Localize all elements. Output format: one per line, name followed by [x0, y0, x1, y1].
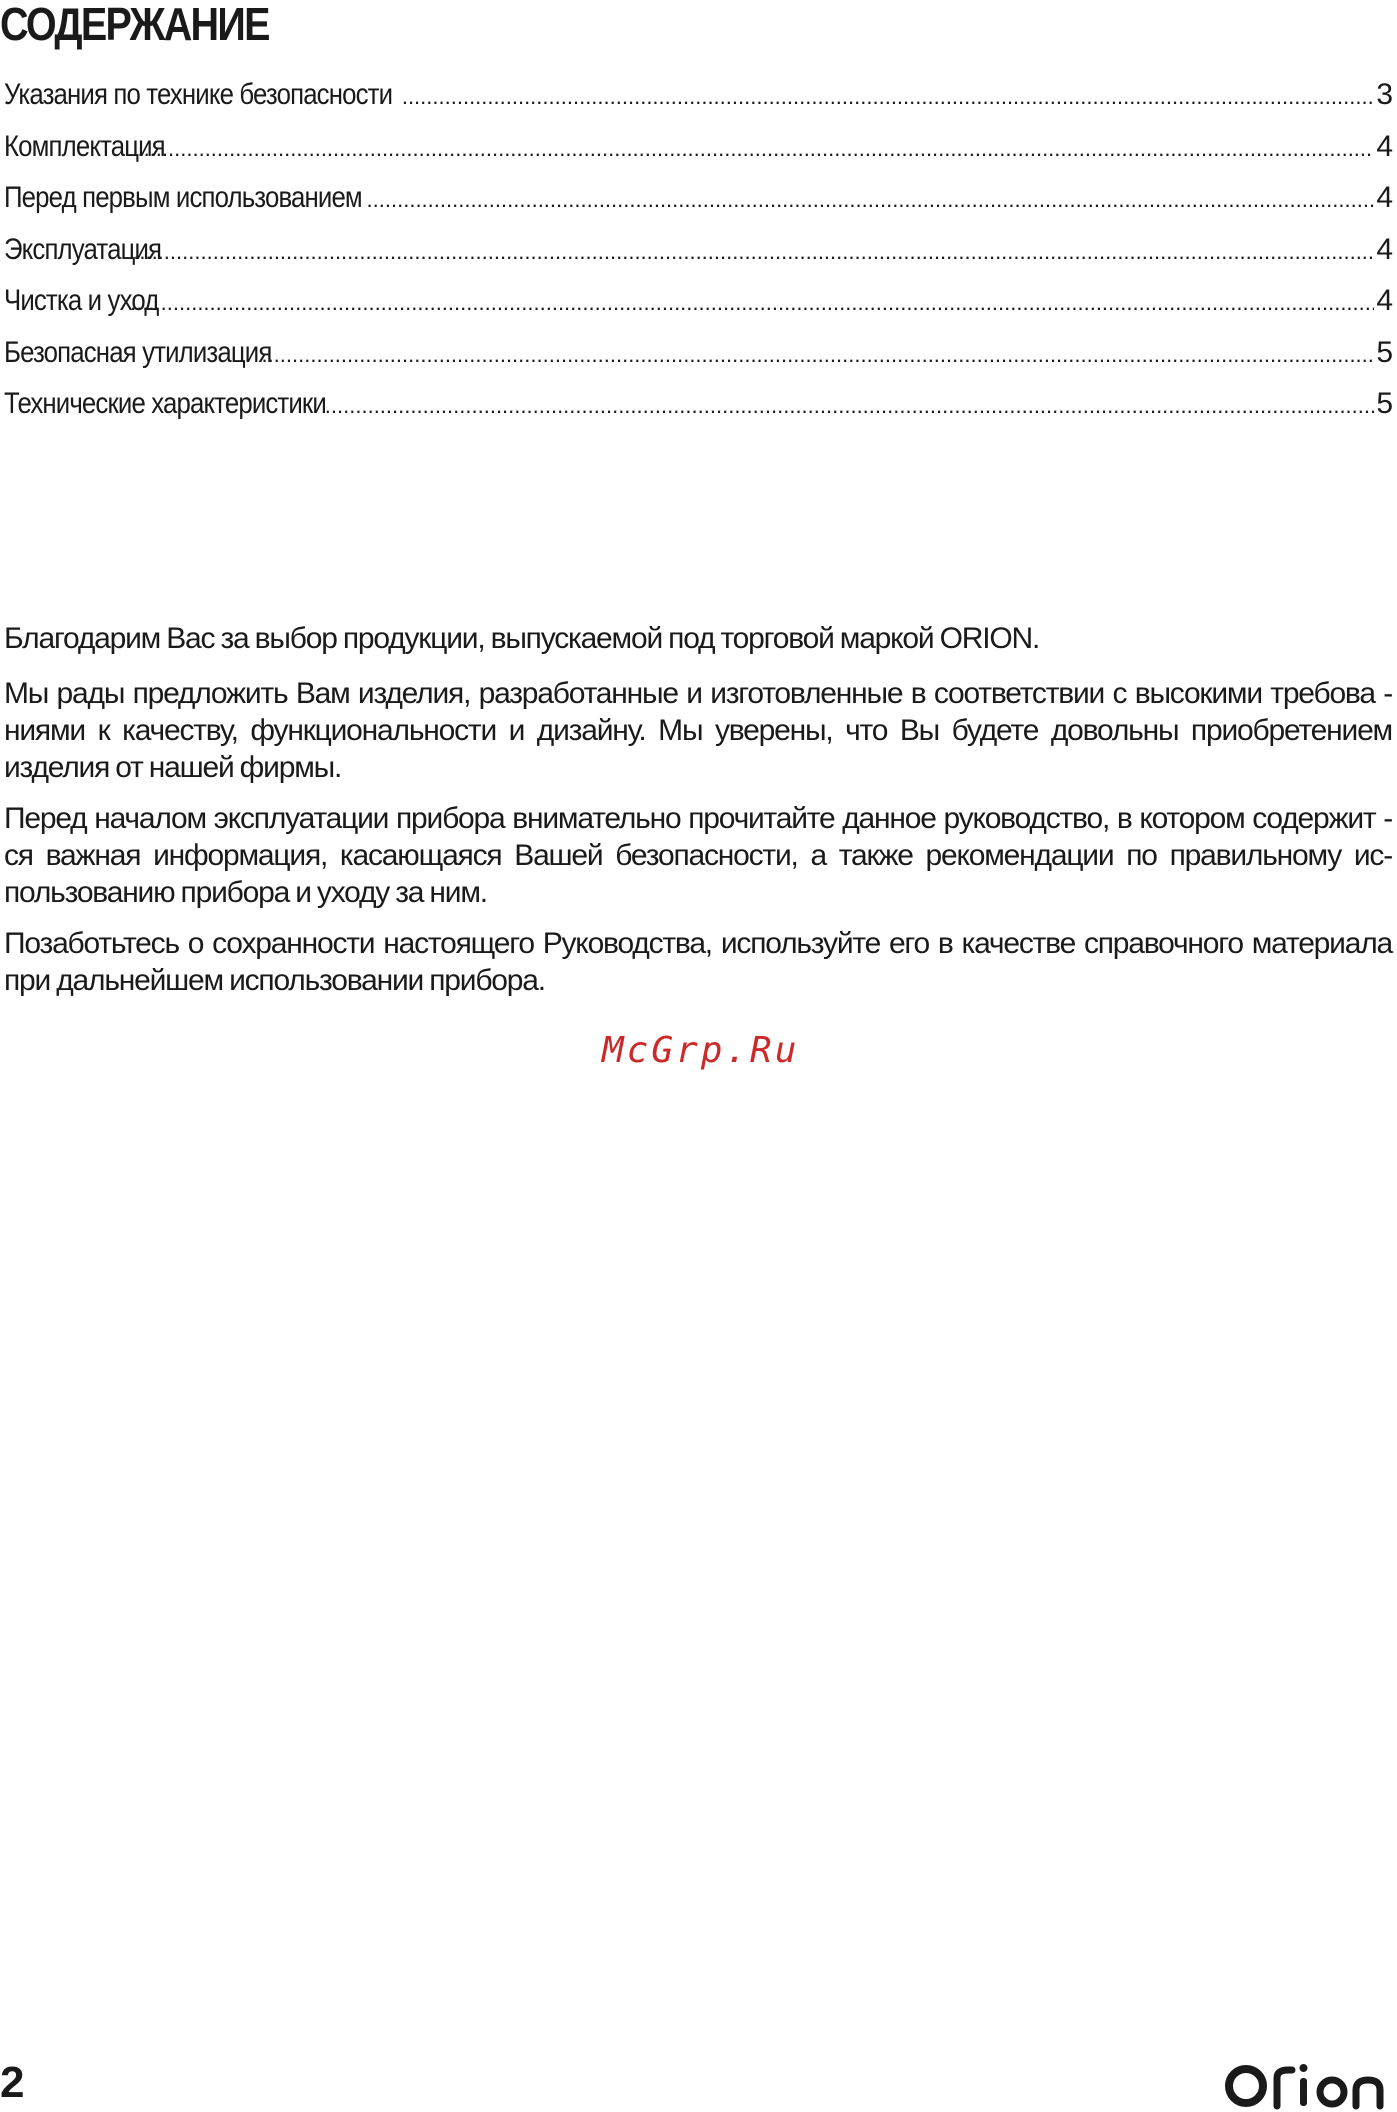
- toc-entry-title: Технические характеристики: [4, 387, 326, 420]
- logo-o-ring: [1229, 2069, 1263, 2103]
- toc-entry[interactable]: [4, 181, 1392, 233]
- toc-leader-dots: [261, 342, 1374, 368]
- toc-entry-page: 4: [1376, 129, 1392, 163]
- intro-paragraph-keep-manual: Позаботьтесь о сохранности настоящего Руководства, используйте его в качестве справочного материала при дальнейшем использовании прибора.: [4, 927, 1392, 997]
- toc-leader-dots: [367, 187, 1375, 213]
- orion-logo: [1222, 2060, 1392, 2110]
- toc-entry-page: 5: [1376, 387, 1392, 420]
- toc-leader-dots: [402, 84, 1374, 110]
- toc-entry-title: Перед первым использованием: [4, 181, 362, 214]
- toc-entry-title: Указания по технике безопасности: [4, 78, 393, 111]
- intro-paragraph-thanks: Благодарим Вас за выбор продукции, выпускаемой под торговой маркой ORION.: [4, 622, 1040, 655]
- toc-leader-dots: [133, 239, 1374, 265]
- toc-entry-title: Эксплуатация: [4, 232, 162, 266]
- logo-letter-o: [1320, 2080, 1344, 2104]
- toc-entry-page: 3: [1376, 78, 1392, 111]
- toc-entry-title: Чистка и уход: [4, 284, 159, 317]
- toc-entry[interactable]: [4, 233, 1392, 285]
- toc-entry-title: Безопасная утилизация: [4, 335, 272, 369]
- watermark: McGrp.Ru: [602, 1030, 800, 1071]
- toc-entry[interactable]: [4, 130, 1392, 182]
- page-title: СОДЕРЖАНИЕ: [0, 0, 269, 50]
- toc-entry[interactable]: [4, 387, 1392, 439]
- intro-paragraph-read-manual: Перед началом эксплуатации прибора внимательно прочитайте данное руководство, в котором содержит - ся важная информация, касающаяся Вашей безопасности, а также рекомендации по правильному ис- пользованию прибора и уходу за ним.: [4, 802, 1392, 909]
- intro-text: [4, 620, 1392, 1013]
- logo-letter-n: [1356, 2080, 1380, 2106]
- toc-entry-page: 5: [1376, 335, 1392, 369]
- toc-entry[interactable]: [4, 78, 1392, 130]
- toc-leader-dots: [137, 136, 1374, 162]
- toc-leader-dots: [325, 393, 1375, 419]
- toc-entry-page: 4: [1376, 181, 1392, 214]
- logo-letter-i: [1300, 2078, 1307, 2106]
- page-number: 2: [0, 2058, 25, 2107]
- table-of-contents: [4, 78, 1392, 439]
- logo-letter-r: [1277, 2070, 1292, 2106]
- toc-entry-page: 4: [1376, 232, 1392, 266]
- intro-paragraph-quality: Мы рады предложить Вам изделия, разработанные и изготовленные в соответствии с высокими требова - ниями к качеству, функциональности и дизайну. Мы уверены, что Вы будете довольны приобретением изделия от нашей фирмы.: [4, 677, 1392, 784]
- toc-entry[interactable]: [4, 336, 1392, 388]
- toc-entry[interactable]: [4, 284, 1392, 336]
- toc-entry-page: 4: [1376, 284, 1392, 317]
- toc-leader-dots: [130, 290, 1374, 316]
- logo-i-dot: [1300, 2064, 1308, 2072]
- toc-entry-title: Комплектация: [4, 129, 165, 163]
